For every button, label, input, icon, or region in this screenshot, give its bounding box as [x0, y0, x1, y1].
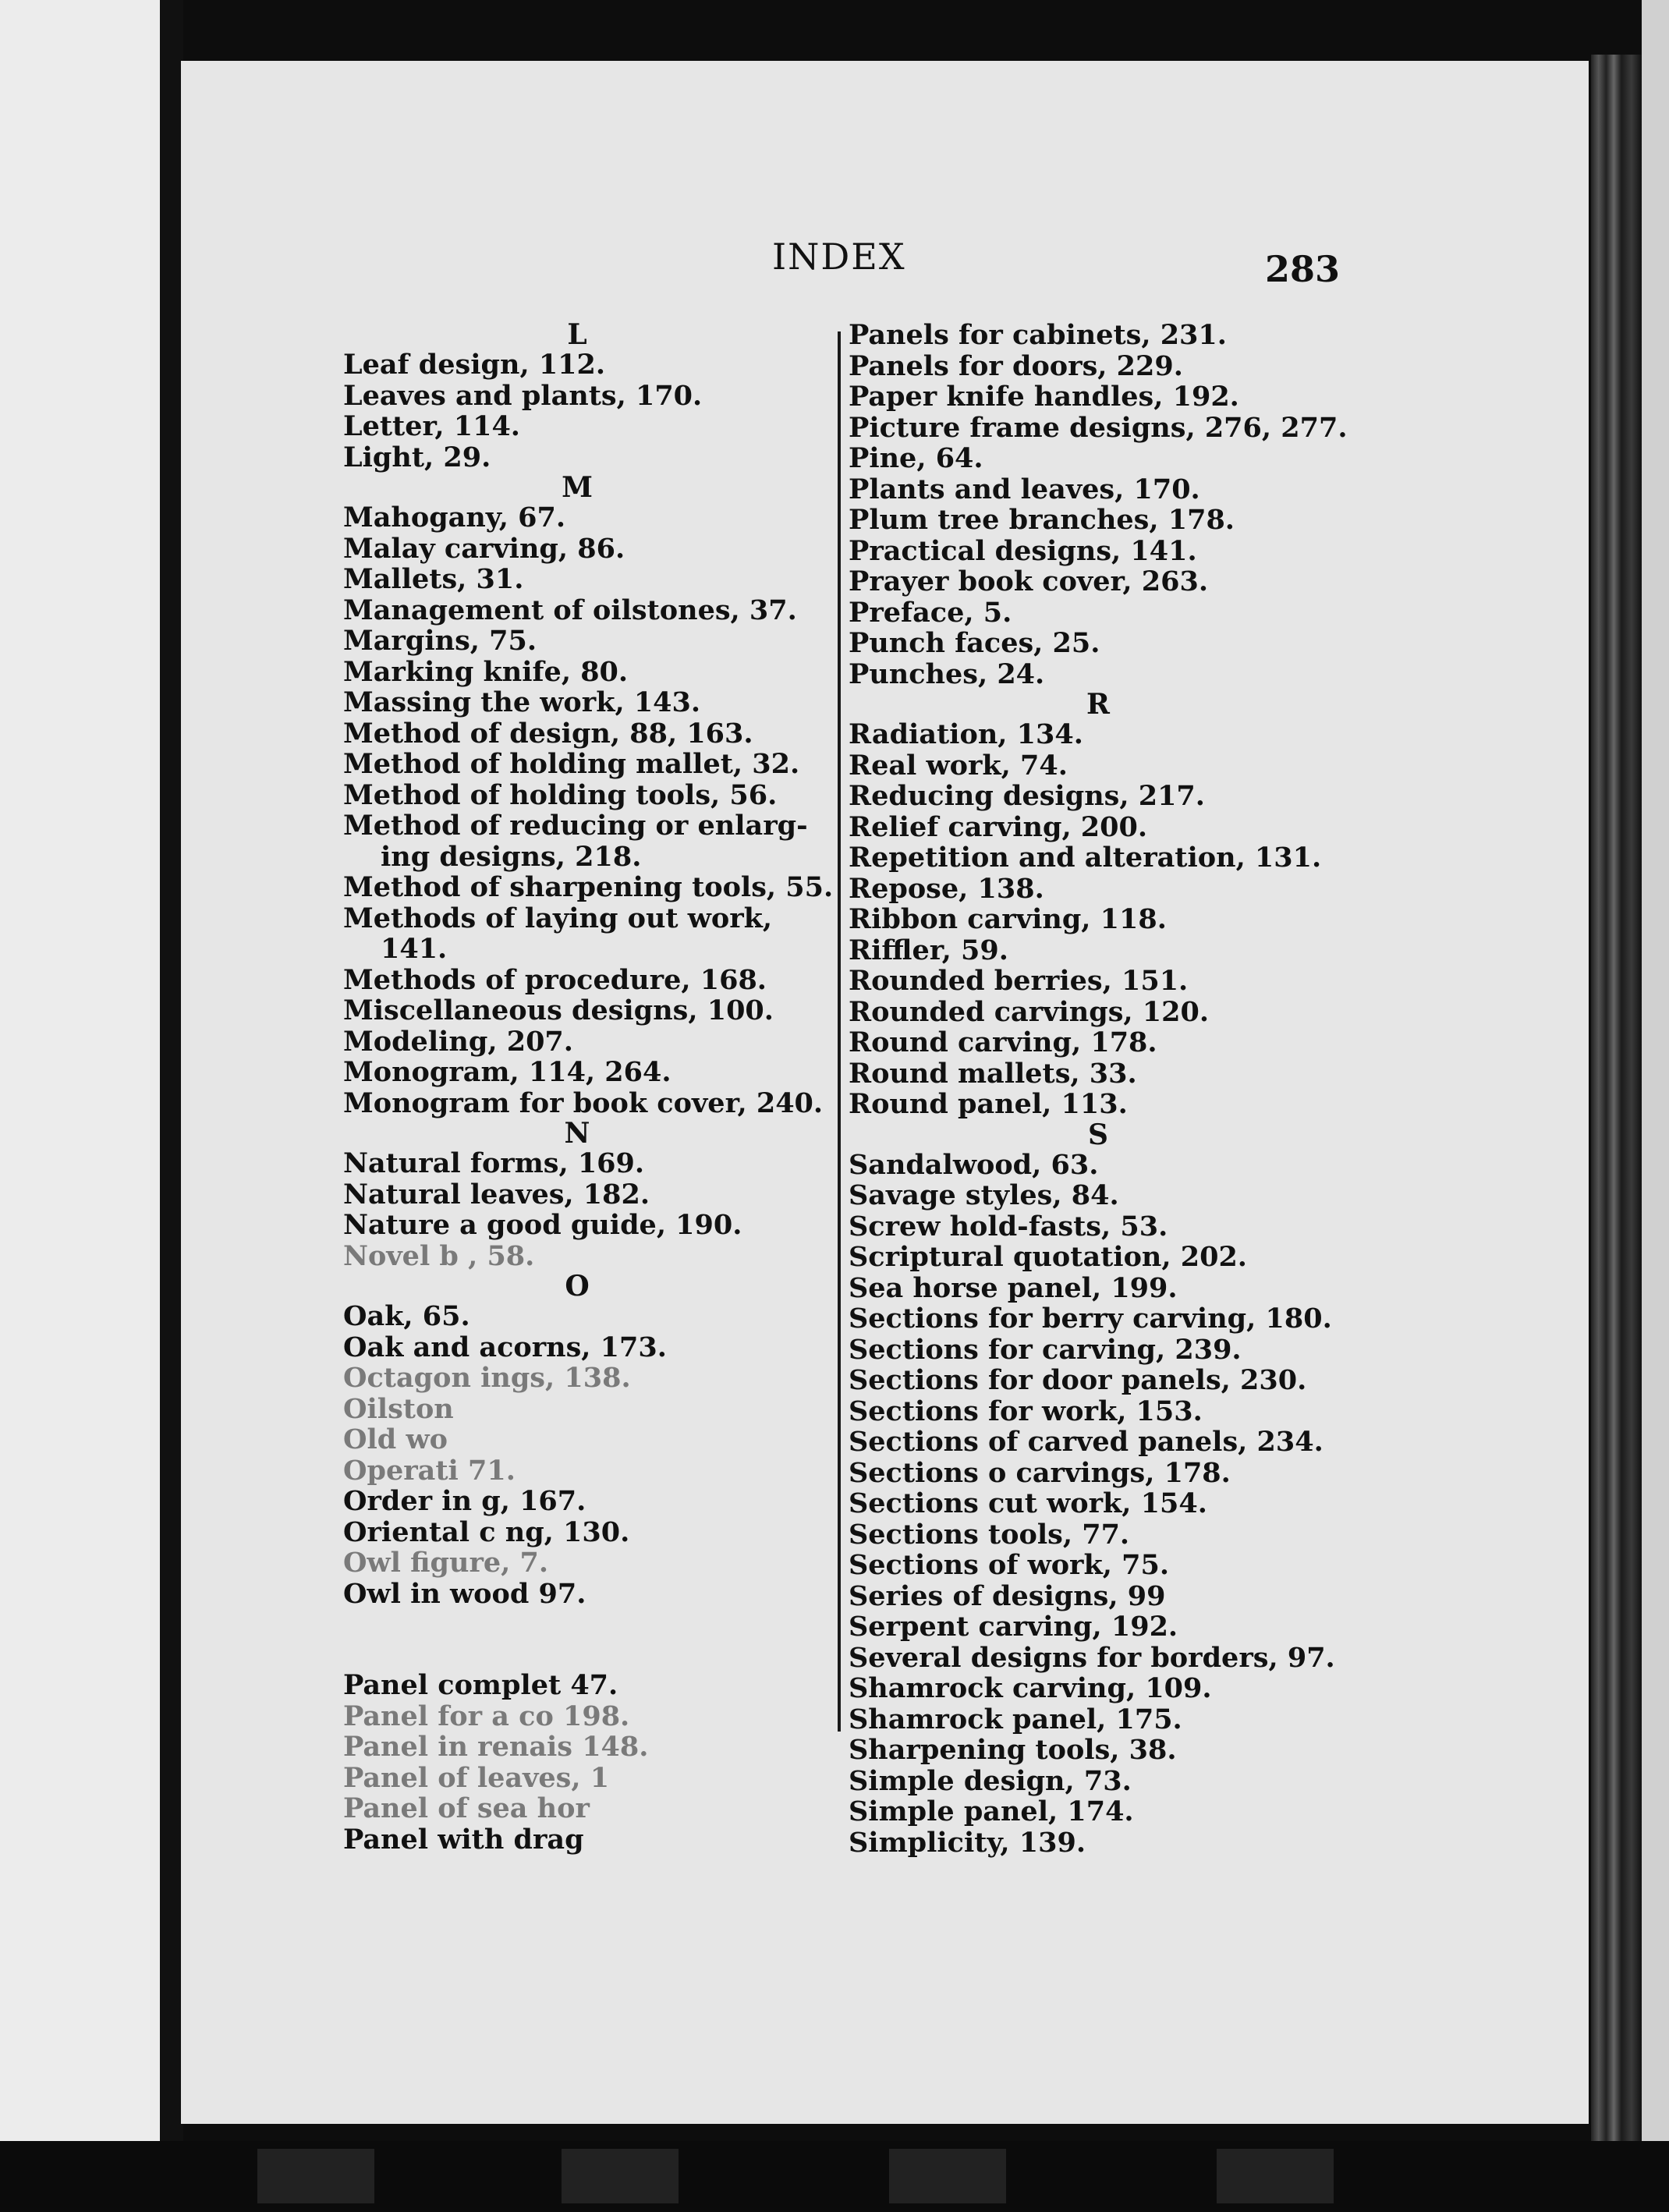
index-entry: Leaves and plants, 170.	[343, 379, 703, 412]
section-letter: M	[562, 471, 593, 504]
scan-margin	[1642, 0, 1669, 2212]
section-letter: S	[1088, 1118, 1108, 1151]
index-entry: Sandalwood, 63.	[849, 1148, 1099, 1181]
index-entry: Oriental c ng, 130.	[343, 1515, 630, 1548]
index-entry: Shamrock carving, 109.	[849, 1672, 1212, 1704]
index-entry: Leaf design, 112.	[343, 349, 606, 381]
index-entry: Serpent carving, 192.	[849, 1611, 1178, 1643]
film-mark	[257, 2149, 374, 2203]
index-entry: Natural leaves, 182.	[343, 1178, 650, 1211]
index-entry: Panel complet 47.	[343, 1669, 618, 1701]
index-entry: Simplicity, 139.	[849, 1826, 1086, 1859]
index-entry: Scriptural quotation, 202.	[849, 1241, 1247, 1273]
index-entry: Sections of work, 75.	[849, 1549, 1170, 1581]
index-entry: Radiation, 134.	[849, 718, 1083, 750]
index-entry: Sections for berry carving, 180.	[849, 1303, 1332, 1335]
index-entry: Savage styles, 84.	[849, 1179, 1119, 1211]
index-entry: Riffler, 59.	[849, 934, 1008, 966]
index-entry: Sections for work, 153.	[849, 1395, 1203, 1427]
index-entry: Method of reducing or enlarg-	[343, 810, 808, 842]
index-entry: Preface, 5.	[849, 596, 1012, 629]
index-entry: Panel with drag	[343, 1823, 584, 1856]
index-entry: Repetition and alteration, 131.	[849, 842, 1322, 874]
index-entry: Plum tree branches, 178.	[849, 504, 1235, 536]
index-entry: Methods of laying out work,	[343, 902, 773, 934]
index-entry: Management of oilstones, 37.	[343, 594, 797, 626]
index-entry: Monogram, 114, 264.	[343, 1056, 671, 1088]
index-entry: Reducing designs, 217.	[849, 780, 1205, 812]
film-mark	[562, 2149, 679, 2203]
index-entry: Rounded berries, 151.	[849, 965, 1189, 997]
index-entry: Series of designs, 99	[849, 1579, 1166, 1612]
index-entry: Screw hold-fasts, 53.	[849, 1210, 1168, 1242]
index-entry: Margins, 75.	[343, 625, 537, 657]
index-entry: Malay carving, 86.	[343, 532, 625, 565]
index-entry: Sections tools, 77.	[849, 1518, 1130, 1551]
index-entry: ing designs, 218.	[381, 840, 642, 873]
index-entry: Sections o carvings, 178.	[849, 1456, 1231, 1489]
index-entry: Panels for cabinets, 231.	[849, 319, 1227, 351]
index-column-left	[343, 318, 834, 1856]
index-entry: Natural forms, 169.	[343, 1147, 645, 1179]
index-entry: Panels for doors, 229.	[849, 349, 1183, 382]
index-entry: Oilston	[343, 1392, 454, 1425]
index-entry: Nature a good guide, 190.	[343, 1209, 742, 1241]
index-entry: Old wo	[343, 1423, 448, 1455]
index-entry: Mallets, 31.	[343, 563, 524, 595]
index-column-right	[849, 320, 1348, 1858]
index-entry: 141.	[381, 933, 448, 965]
index-entry: Punches, 24.	[849, 658, 1045, 690]
index-entry: Oak, 65.	[343, 1300, 470, 1332]
index-entry: Round carving, 178.	[849, 1026, 1157, 1058]
index-entry: Ribbon carving, 118.	[849, 903, 1167, 935]
index-entry: Methods of procedure, 168.	[343, 963, 767, 996]
index-entry: Miscellaneous designs, 100.	[343, 994, 774, 1026]
index-entry: Picture frame designs, 276, 277.	[849, 411, 1348, 444]
index-entry: Monogram for book cover, 240.	[343, 1087, 824, 1119]
adjacent-page-edge	[0, 0, 160, 2212]
page-title: INDEX	[772, 236, 906, 278]
index-entry: Letter, 114.	[343, 410, 520, 442]
index-entry: Prayer book cover, 263.	[849, 565, 1209, 597]
index-entry: Shamrock panel, 175.	[849, 1703, 1182, 1735]
index-entry: Punch faces, 25.	[849, 627, 1100, 659]
section-letter: N	[564, 1117, 590, 1150]
page-number: 283	[1265, 248, 1341, 290]
index-entry: Repose, 138.	[849, 872, 1044, 905]
index-entry: Sections for carving, 239.	[849, 1333, 1242, 1366]
index-entry: Plants and leaves, 170.	[849, 473, 1200, 505]
index-entry: Sea horse panel, 199.	[849, 1271, 1178, 1304]
index-entry: Round panel, 113.	[849, 1088, 1128, 1120]
index-entry: Sections cut work, 154.	[849, 1487, 1207, 1519]
index-entry: Modeling, 207.	[343, 1025, 573, 1058]
index-entry: Practical designs, 141.	[849, 534, 1197, 567]
index-entry: Sharpening tools, 38.	[849, 1734, 1177, 1766]
index-entry: Panel in renais 148.	[343, 1731, 649, 1763]
index-entry: Panel for a co 198.	[343, 1700, 630, 1732]
index-entry: Relief carving, 200.	[849, 810, 1148, 843]
index-entry: Several designs for borders, 97.	[849, 1641, 1335, 1674]
index-entry: Method of design, 88, 163.	[343, 717, 753, 750]
index-entry: Operati 71.	[343, 1454, 516, 1487]
index-entry: Paper knife handles, 192.	[849, 381, 1239, 413]
film-border	[0, 2141, 1669, 2212]
index-entry: Panel of sea hor	[343, 1792, 590, 1824]
index-entry: Massing the work, 143.	[343, 686, 701, 718]
index-entry: Owl figure, 7.	[343, 1547, 549, 1579]
index-entry: Simple design, 73.	[849, 1764, 1132, 1797]
index-entry: Real work, 74.	[849, 749, 1068, 782]
section-letter: L	[567, 318, 587, 351]
index-entry: Sections for door panels, 230.	[849, 1364, 1307, 1396]
index-entry: Rounded carvings, 120.	[849, 995, 1210, 1028]
index-entry: Oak and acorns, 173.	[343, 1331, 667, 1363]
index-entry: Method of holding mallet, 32.	[343, 748, 800, 780]
index-entry: Simple panel, 174.	[849, 1795, 1134, 1827]
index-entry: Mahogany, 67.	[343, 502, 566, 534]
book-gutter	[160, 0, 183, 2212]
section-gap	[343, 1609, 811, 1670]
section-letter: R	[1086, 688, 1110, 721]
index-entry: Marking knife, 80.	[343, 655, 629, 688]
index-entry: Method of holding tools, 56.	[343, 778, 778, 811]
index-entry: Round mallets, 33.	[849, 1057, 1137, 1090]
page-stack-edge	[1591, 55, 1642, 2145]
index-entry: Panel of leaves, 1	[343, 1761, 610, 1794]
index-entry: Octagon ings, 138.	[343, 1362, 631, 1394]
index-entry: Owl in wood 97.	[343, 1577, 586, 1610]
index-entry: Novel b , 58.	[343, 1239, 535, 1272]
column-divider	[838, 331, 841, 1732]
film-mark	[1217, 2149, 1334, 2203]
film-mark	[889, 2149, 1006, 2203]
section-letter: O	[565, 1270, 590, 1303]
index-entry: Sections of carved panels, 234.	[849, 1426, 1324, 1458]
index-entry: Order in g, 167.	[343, 1485, 586, 1517]
index-entry: Method of sharpening tools, 55.	[343, 871, 834, 903]
index-entry: Pine, 64.	[849, 442, 983, 474]
index-entry: Light, 29.	[343, 441, 491, 473]
